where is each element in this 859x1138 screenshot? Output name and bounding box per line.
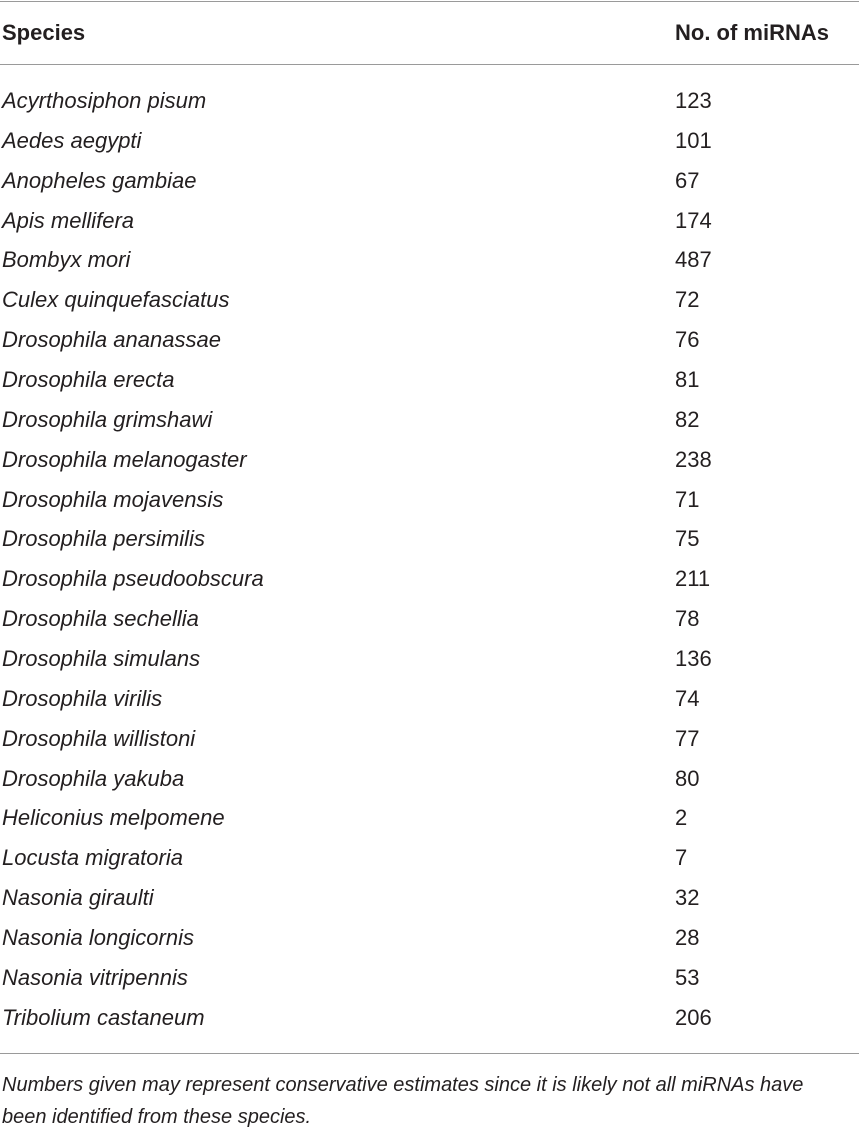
- mirna-count-cell: 76: [675, 327, 700, 353]
- table-footnote: Numbers given may represent conservative estimates since it is likely not all miRNAs have been identified from these species.: [2, 1074, 804, 1128]
- species-cell: Drosophila erecta: [2, 367, 175, 393]
- species-cell: Acyrthosiphon pisum: [2, 88, 207, 113]
- table-row: [0, 280, 859, 320]
- table-row: [0, 838, 859, 878]
- species-cell: Locusta migratoria: [2, 845, 183, 871]
- table-row: [0, 639, 859, 679]
- species-cell: Drosophila simulans: [2, 646, 201, 672]
- species-column-header: Species: [2, 20, 86, 45]
- species-cell: Drosophila yakuba: [2, 765, 185, 791]
- mirna-count-cell: 82: [675, 406, 700, 432]
- table-row: [0, 878, 859, 918]
- table-row: [0, 320, 859, 360]
- table-header-rule: [0, 64, 859, 65]
- mirna-count-cell: 2: [675, 805, 688, 831]
- mirna-count-cell: 238: [675, 446, 712, 472]
- species-cell: Drosophila sechellia: [2, 606, 199, 632]
- mirna-count-cell: 81: [675, 367, 700, 393]
- table-row: [0, 679, 859, 719]
- table-row: [0, 559, 859, 599]
- species-cell: Drosophila virilis: [2, 685, 163, 711]
- table-row: [0, 360, 859, 400]
- mirna-count-column-header: No. of miRNAs: [675, 20, 829, 45]
- table-row: [0, 958, 859, 998]
- species-cell: Apis mellifera: [2, 207, 135, 233]
- table-row: [0, 400, 859, 440]
- species-cell: Anopheles gambiae: [2, 167, 197, 193]
- table-row: [0, 440, 859, 480]
- mirna-count-cell: 211: [675, 566, 711, 592]
- table-row: [0, 240, 859, 280]
- mirna-count-cell: 174: [675, 207, 712, 233]
- species-cell: Heliconius melpomene: [2, 805, 225, 831]
- species-cell: Tribolium castaneum: [2, 1004, 205, 1030]
- table-row: [0, 759, 859, 799]
- mirna-count-cell: 136: [675, 646, 712, 672]
- species-cell: Drosophila grimshawi: [2, 406, 213, 432]
- species-cell: Drosophila persimilis: [2, 526, 205, 552]
- table-row: [0, 599, 859, 639]
- mirna-count-cell: 78: [675, 606, 700, 632]
- mirna-count-cell: 487: [675, 247, 712, 273]
- table-row: [0, 201, 859, 241]
- species-cell: Nasonia longicornis: [2, 925, 194, 951]
- table-row: [0, 719, 859, 759]
- species-cell: Drosophila ananassae: [2, 327, 221, 353]
- table-row: [0, 161, 859, 201]
- table-header-row: [0, 2, 859, 64]
- mirna-count-cell: 75: [675, 526, 700, 552]
- mirna-count-cell: 32: [675, 885, 700, 911]
- species-cell: Drosophila willistoni: [2, 725, 196, 751]
- mirna-count-cell: 71: [675, 486, 700, 512]
- species-cell: Bombyx mori: [2, 247, 131, 273]
- species-cell: Nasonia vitripennis: [2, 964, 188, 990]
- table-row: [0, 798, 859, 838]
- mirna-count-cell: 7: [675, 845, 688, 871]
- table-row: [0, 918, 859, 958]
- mirna-count-cell: 72: [675, 287, 700, 313]
- table-row: [0, 81, 859, 121]
- table-row: [0, 519, 859, 559]
- mirna-count-cell: 74: [675, 685, 700, 711]
- table-body: [0, 81, 859, 1038]
- table-row: [0, 998, 859, 1038]
- mirna-count-cell: 67: [675, 167, 700, 193]
- table-bottom-rule: [0, 1053, 859, 1054]
- table-row: [0, 480, 859, 520]
- species-cell: Aedes aegypti: [2, 127, 142, 153]
- table-row: [0, 121, 859, 161]
- mirna-count-cell: 28: [675, 925, 700, 951]
- mirna-count-cell: 101: [675, 127, 712, 153]
- species-cell: Culex quinquefasciatus: [2, 287, 230, 313]
- mirna-count-cell: 123: [675, 88, 712, 113]
- species-cell: Drosophila mojavensis: [2, 486, 224, 512]
- mirna-count-cell: 80: [675, 765, 700, 791]
- species-cell: Nasonia giraulti: [2, 885, 154, 911]
- mirna-count-cell: 53: [675, 964, 700, 990]
- species-cell: Drosophila pseudoobscura: [2, 566, 264, 592]
- mirna-count-cell: 206: [675, 1004, 712, 1030]
- mirna-count-cell: 77: [675, 725, 700, 751]
- species-cell: Drosophila melanogaster: [2, 446, 247, 472]
